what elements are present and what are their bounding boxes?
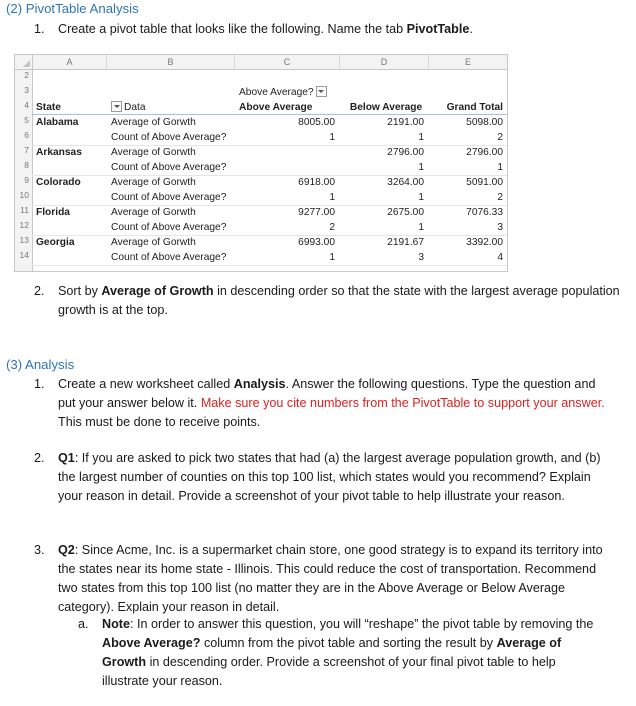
step-text: Create a pivot table that looks like the following. Name the tab PivotTable.: [58, 22, 473, 36]
measure-label: Average of Gorwth: [111, 177, 196, 188]
list-number: 3.: [34, 543, 45, 557]
value-cell: 2191.67: [387, 237, 424, 248]
value-cell: 1: [497, 162, 503, 173]
column-header: B: [107, 55, 235, 69]
row-header-bar: [15, 70, 33, 271]
column-header: E: [464, 57, 471, 67]
column-header: D: [340, 55, 429, 69]
value-cell: 7076.33: [466, 207, 503, 218]
value-cell: 4: [497, 252, 503, 263]
item-text: Q1: If you are asked to pick two states that had (a) the largest average population growth, and (b) the largest number of counties on this top 100 list, which states would you recommend? Explain your reason in detail. Provide a screenshot of your pivot table to help illustrate your reason.: [58, 451, 601, 503]
header-grand-total: Grand Total: [446, 102, 503, 113]
row-number: 13: [19, 235, 29, 245]
value-cell: 1: [418, 222, 424, 233]
row-divider: [32, 265, 507, 266]
data-dropdown-button[interactable]: [111, 101, 122, 112]
row-number: 4: [24, 100, 29, 110]
value-cell: 3264.00: [387, 177, 424, 188]
list-number: 1.: [34, 377, 45, 391]
measure-label: Average of Gorwth: [111, 237, 196, 248]
header-above-average: Above Average: [239, 102, 313, 113]
value-cell: 2796.00: [466, 147, 503, 158]
state-name: Florida: [36, 207, 70, 218]
column-filter-label: Above Average?: [239, 85, 327, 100]
measure-label: Count of Above Average?: [111, 162, 227, 173]
measure-label: Average of Gorwth: [111, 147, 196, 158]
value-cell: 1: [418, 162, 424, 173]
step-text: Sort by Average of Growth in descending order so that the state with the largest average population growth is at the top.: [58, 284, 620, 317]
list-letter: a.: [78, 617, 89, 631]
value-cell: 6993.00: [298, 237, 335, 248]
value-cell: 2675.00: [387, 207, 424, 218]
value-cell: 1: [329, 252, 335, 263]
measure-label: Count of Above Average?: [111, 252, 227, 263]
value-cell: 3392.00: [466, 237, 503, 248]
value-cell: 2: [329, 222, 335, 233]
header-data: Data: [111, 100, 146, 115]
value-cell: 1: [418, 132, 424, 143]
value-cell: [235, 145, 335, 160]
item-text: Create a new worksheet called Analysis. Answer the following questions. Type the question and put your answer below it. Make sure you cite numbers from the PivotTable to support your answer. This must be done to receive points.: [58, 377, 605, 429]
state-name: Colorado: [36, 177, 81, 188]
value-cell: 2191.00: [387, 117, 424, 128]
list-number: 2.: [34, 284, 45, 298]
row-number: 5: [24, 115, 29, 125]
value-cell: 3: [418, 252, 424, 263]
section-heading-analysis: (3) Analysis: [6, 357, 75, 372]
row-number: 2: [24, 70, 29, 80]
row-number: 3: [24, 85, 29, 95]
measure-label: Count of Above Average?: [111, 222, 227, 233]
pivot-table-screenshot: [14, 54, 508, 272]
section-heading-pivottable: (2) PivotTable Analysis: [6, 1, 139, 16]
column-header: A: [33, 55, 107, 69]
row-number: 14: [19, 250, 29, 260]
select-all-corner: [15, 55, 33, 69]
row-number: 12: [19, 220, 29, 230]
state-name: Arkansas: [36, 147, 82, 158]
row-number: 7: [24, 145, 29, 155]
state-name: Alabama: [36, 117, 79, 128]
value-cell: 2: [497, 192, 503, 203]
value-cell: 5098.00: [466, 117, 503, 128]
value-cell: 5091.00: [466, 177, 503, 188]
header-below-average: Below Average: [349, 102, 423, 113]
value-cell: 8005.00: [298, 117, 335, 128]
value-cell: 2: [497, 132, 503, 143]
value-cell: 6918.00: [298, 177, 335, 188]
column-header: C: [235, 55, 340, 69]
measure-label: Average of Gorwth: [111, 207, 196, 218]
column-header-bar: [15, 55, 507, 70]
value-cell: 1: [329, 192, 335, 203]
state-name: Georgia: [36, 237, 75, 248]
header-state: State: [36, 102, 61, 113]
value-cell: 1: [418, 192, 424, 203]
row-number: 11: [20, 205, 29, 215]
row-number: 9: [24, 175, 29, 185]
value-cell: 1: [329, 132, 335, 143]
measure-label: Count of Above Average?: [111, 132, 227, 143]
tab-name: PivotTable: [406, 22, 470, 36]
value-cell: 3: [497, 222, 503, 233]
value-cell: 9277.00: [298, 207, 335, 218]
list-number: 1.: [34, 22, 45, 36]
item-text: Q2: Since Acme, Inc. is a supermarket chain store, one good strategy is to expand its territory into the states near its home state - Illinois. This could reduce the cost of transportation. Recommend two states from this top 100 list (no matter they are in the Above Average or Below Average category). Explain your reason in detail.: [58, 543, 603, 614]
row-number: 8: [24, 160, 29, 170]
value-cell: [235, 160, 335, 175]
value-cell: 2796.00: [387, 147, 424, 158]
measure-label: Count of Above Average?: [111, 192, 227, 203]
list-number: 2.: [34, 451, 45, 465]
filter-dropdown-button[interactable]: [316, 86, 327, 97]
row-number: 6: [24, 130, 29, 140]
measure-label: Average of Gorwth: [111, 117, 196, 128]
row-number: 10: [19, 190, 29, 200]
note-text: Note: In order to answer this question, you will “reshape” the pivot table by removing the Above Average? column from the pivot table and sorting the result by Average of Growth in descending order. Provide a screenshot of your final pivot table to help illustrate your reason.: [102, 617, 594, 688]
red-warning-text: Make sure you cite numbers from the PivotTable to support your answer.: [200, 396, 605, 410]
